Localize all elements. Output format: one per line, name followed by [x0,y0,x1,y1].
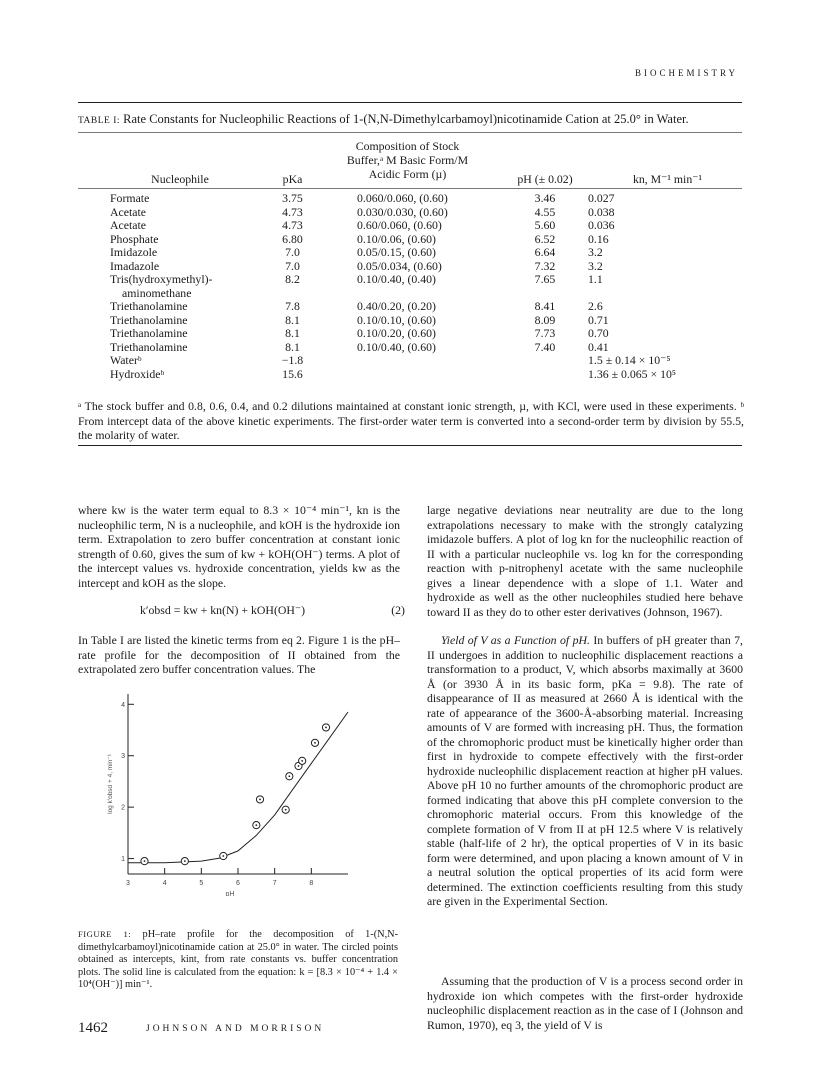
table-cell-kn: 1.5 ± 0.14 × 10⁻⁵ [588,353,671,367]
table-cell-pka: 7.0 [285,245,300,259]
table-cell-pka: 3.75 [282,191,303,205]
table-cell-ph: 8.09 [534,312,556,327]
header-nucleophile: Nucleophile [151,172,209,186]
data-point-center [255,824,257,826]
table-cell-nucleophile: Triethanolamine [110,326,188,340]
left-paragraph-2: In Table I are listed the kinetic terms from eq 2. Figure 1 is the pH–rate profile for the decomposition of II obtained from the extrapolated zero buffer concentration values. The [78,633,400,676]
equation-2 [140,603,405,618]
table-bottom-rule [78,445,742,446]
data-point-center [285,809,287,811]
table-cell-composition: 0.10/0.10, (0.60) [357,312,436,327]
table-cell-nucleophile: Triethanolamine [110,312,188,327]
table-cell-nucleophile: Waterᵇ [110,353,142,367]
table-cell-pka: 8.1 [285,326,300,340]
table-cell-kn: 3.2 [588,258,603,273]
table-cell-nucleophile: Phosphate [110,231,159,246]
table-footnote: ᵃ The stock buffer and 0.8, 0.6, 0.4, and 0.2 dilutions maintained at constant ionic strength, µ, with KCl, were used in these experiments. ᵇ From intercept data of the above kinetic experiments. The first-order water term is converted into a second-order term by division by 55.5, the molarity of water. [78,399,744,442]
data-point-center [301,760,303,762]
table-cell-nucleophile: Acetate [110,204,147,219]
table-cell-nucleophile: Imidazole [110,245,158,259]
figure-caption [78,928,398,992]
page-number: 1462 [78,1020,108,1036]
y-tick-label: 4 [121,701,125,709]
table-cell-ph: 3.46 [534,191,556,205]
y-axis-label: log k′obsd + 4, min⁻¹ [107,754,114,814]
figure-1 [100,686,360,896]
table-cell-kn: 1.1 [588,272,603,286]
table-cell-ph: 8.41 [534,299,556,313]
table-cell-kn: 3.2 [588,245,603,259]
table-cell-kn: 0.41 [588,339,609,354]
table-cell-composition: 0.10/0.40, (0.60) [357,339,436,354]
x-tick-label: 3 [126,880,130,887]
table-cell-nucleophile-continued: aminomethane [122,285,192,300]
table-cell-composition: 0.60/0.060, (0.60) [357,218,442,232]
table-caption [78,111,742,129]
table-header-rule-bottom [78,188,742,189]
equation-number: (2) [391,603,405,617]
table-cell-kn: 0.038 [588,204,615,219]
table-cell-ph: 5.60 [534,218,556,232]
table-top-rule [78,102,742,103]
x-tick-label: 4 [162,880,167,887]
figure-1-plot [100,686,360,896]
data-point-center [259,799,261,801]
table-cell-composition: 0.40/0.20, (0.20) [357,299,436,313]
data-point-center [184,860,186,862]
table-cell-pka: 7.0 [285,258,300,273]
table-cell-ph: 6.64 [534,245,556,259]
table-cell-nucleophile: Triethanolamine [110,339,188,354]
table-cell-pka: 4.73 [282,204,303,219]
table-cell-composition: 0.030/0.030, (0.60) [357,204,448,219]
table-title: Rate Constants for Nucleophilic Reactions of 1-(N,N-Dimethylcarbamoyl)nicotinamide Cation at 25.0° in Water. [123,112,689,126]
table-cell-pka: 8.1 [285,312,300,327]
figure-caption-label: FIGURE 1: [78,929,132,939]
table-cell-pka: −1.8 [281,353,304,367]
table-cell-ph: 7.65 [534,272,556,286]
footer-authors: JOHNSON AND MORRISON [146,1024,325,1034]
header-pka: pKa [282,172,303,186]
table-header-rule-top [78,132,742,133]
running-head: BIOCHEMISTRY [634,68,738,78]
table-cell-pka: 6.80 [282,231,303,246]
table-cell-kn: 0.71 [588,312,609,327]
table-cell-ph: 6.52 [534,231,556,246]
table-cell-composition: 0.05/0.034, (0.60) [357,258,442,273]
data-point-center [288,775,290,777]
table-cell-kn: 0.036 [588,218,615,232]
x-tick-label: 8 [309,880,314,887]
table-cell-kn: 0.16 [588,231,609,246]
header-ph: pH (± 0.02) [517,172,573,186]
data-point-center [314,742,316,744]
fitted-curve [128,712,348,863]
left-paragraph-1: where kw is the water term equal to 8.3 × 10⁻⁴ min⁻¹, kn is the nucleophilic term, N is a nucleophile, and kOH is the hydroxide ion term. Extrapolation to zero buffer concentration at constant ionic strength of 0.60, gives the sum of kw + kOH(OH⁻) terms. A plot of the intercept values vs. hydroxide concentration, yields kw as the intercept and kOH as the slope. [78,503,400,590]
right-paragraph-2-text: In buffers of pH greater than 7, II undergoes in addition to nucleophilic displacement reactions a transformation to a product, V, which absorbs maximally at 3600 Å (or 3930 Å in its basic form, pKa = 9.8). The rate of disappearance of II as measured at 2660 Å is identical with the rate of appearance of the 3600-Å-absorbing material. Increasing amounts of V are formed with increasing pH. Thus, the formation of the chromophoric product must be kinetically higher order than first in hydroxide to compete effectively with the first-order hydroxide nucleophilic displacement reaction at higher pH values. Above pH 10 no further amounts of the chromophoric product are formed indicating that above this pH complete conversion to the chromophoric material occurs. From this knowledge of the complete formation of V from II at pH 12.5 where V is relatively stable (half-life of 2 hr), the optical properties of V in its basic form were determined, and upon placing a known amount of V in a neutral solution the optical properties of its acid form were determined. The extinction coefficients resulting from this study are given in the Experimental Section. [427,633,743,908]
table-cell-nucleophile: Tris(hydroxymethyl)- [110,272,213,286]
header-kn: kn, M⁻¹ min⁻¹ [632,172,702,186]
x-tick-label: 6 [236,880,240,887]
table-cell-ph: 4.55 [534,204,556,219]
data-point-center [298,765,300,767]
equation-text: k′obsd = kw + kn(N) + kOH(OH⁻) [140,603,306,617]
table-cell-kn: 0.027 [588,191,615,205]
table-cell-ph: 7.32 [534,258,556,273]
right-paragraph-3: Assuming that the production of V is a process second order in hydroxide ion which competes with the first-order hydroxide nucleophilic displacement reaction as in the case of I (Johnson and Rumon, 1970), eq 3, the yield of V is [427,974,743,1032]
data-point-center [222,855,224,857]
x-tick-label: 5 [199,880,204,887]
x-tick-label: 7 [272,880,277,887]
data-point-center [144,860,146,862]
header-composition-line3: Acidic Form (µ) [368,167,447,181]
table-cell-pka: 8.2 [285,272,300,286]
right-paragraph-2 [427,633,743,909]
header-composition [320,139,495,181]
y-tick-label: 2 [121,804,125,812]
table-cell-pka: 15.6 [282,366,303,381]
table-cell-kn: 0.70 [588,326,609,340]
header-composition-line1: Composition of Stock [355,139,460,153]
table-cell-composition: 0.10/0.20, (0.60) [357,326,436,340]
table-cell-composition: 0.060/0.060, (0.60) [357,191,448,205]
table-cell-nucleophile: Imadazole [110,258,160,273]
right-paragraph-1: large negative deviations near neutrality are due to the long extrapolations necessary to make with the strongly catalyzing imidazole buffers. A plot of log kn for the nucleophilic reaction of II with a particular nucleophile vs. log kn for the corresponding reaction with p-nitrophenyl acetate with the same nucleophile gives a linear dependence with a slope of 1.1. Water and hydroxide as well as the other nucleophiles studied here behave toward II as they do to other ester derivatives (Johnson, 1967). [427,503,743,619]
table-cell-pka: 8.1 [285,339,300,354]
table-cell-nucleophile: Formate [110,191,150,205]
table-cell-nucleophile: Acetate [110,218,147,232]
x-axis-label: pH [225,891,235,896]
table-cell-composition: 0.10/0.06, (0.60) [357,231,436,246]
section-heading-yield: Yield of V as a Function of pH. [441,633,590,647]
table-cell-nucleophile: Hydroxideᵇ [110,366,165,381]
y-tick-label: 3 [121,753,125,761]
header-composition-line2: Buffer,ᵃ M Basic Form/M [346,153,469,167]
figure-caption-text: pH–rate profile for the decomposition of 1-(N,N-dimethylcarbamoyl)nicotinamide cation at 25.0° in water. The circled points obtained as intercepts, kint, from rate constants vs. buffer concentration plots. The solid line is calculated from the equation: k = [8.3 × 10⁻⁴ + 1.4 × 10⁴(OH⁻)] min⁻¹. [78,929,399,990]
table-cell-ph: 7.40 [534,339,556,354]
table-label: TABLE I: [78,116,121,126]
table-cell-pka: 7.8 [285,299,300,313]
table-cell-composition: 0.05/0.15, (0.60) [357,245,436,259]
table-cell-kn: 1.36 ± 0.065 × 10⁵ [588,366,677,381]
data-point-center [325,727,327,729]
table-cell-nucleophile: Triethanolamine [110,299,188,313]
table-cell-pka: 4.73 [282,218,303,232]
table-cell-composition: 0.10/0.40, (0.40) [357,272,436,286]
table-cell-ph: 7.73 [534,326,556,340]
y-tick-label: 1 [121,856,125,864]
table-cell-kn: 2.6 [588,299,603,313]
